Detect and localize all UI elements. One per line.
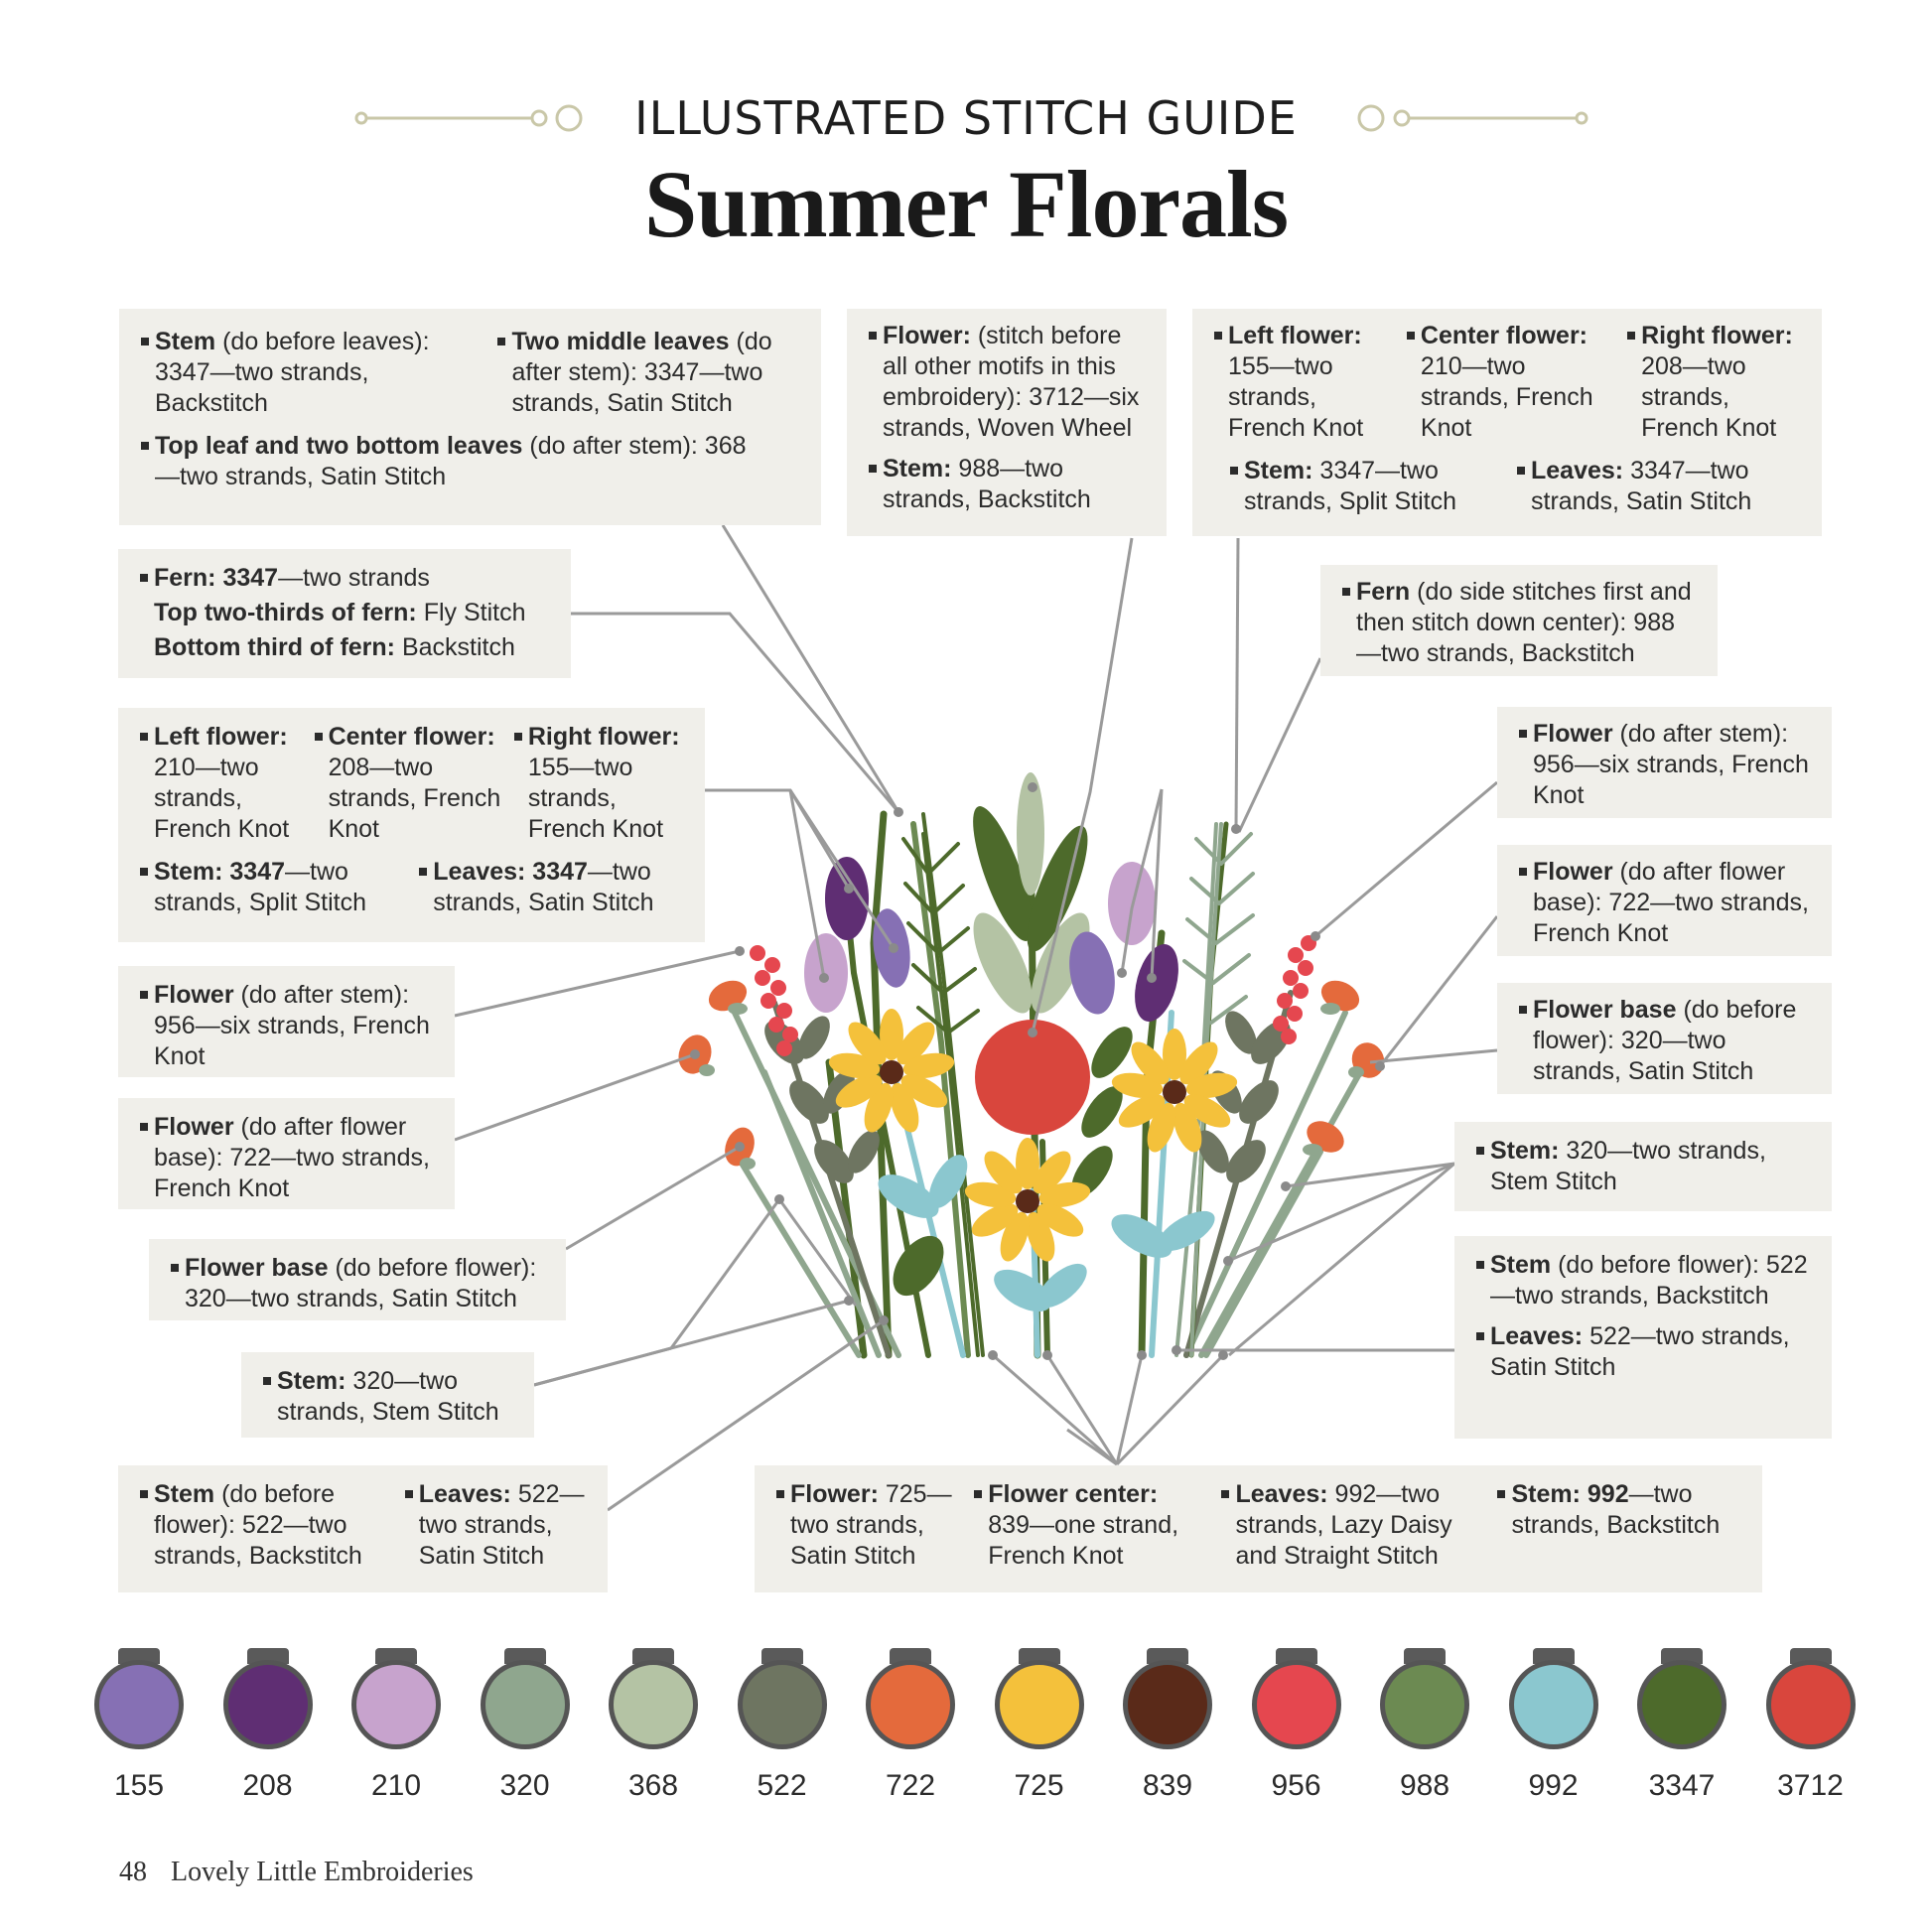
- thread-number: 722: [885, 1769, 936, 1802]
- book-title: Lovely Little Embroideries: [171, 1857, 474, 1887]
- callout-item: [1342, 577, 1696, 669]
- callout-item: [263, 1366, 512, 1428]
- callout-text: 725—two strands, Satin Stitch: [790, 1480, 952, 1570]
- callout-text: Fly Stitch: [416, 599, 526, 626]
- callout-bold: Right flower:: [1641, 322, 1793, 349]
- callout-text: 522—two strands, Satin Stitch: [1490, 1322, 1790, 1381]
- callout-item: [776, 1479, 952, 1572]
- hoop-color-circle: [481, 1660, 570, 1749]
- callout-item: [1214, 321, 1387, 444]
- callout-item: [1519, 719, 1810, 811]
- callout-text: 992—two strands, Lazy Daisy and Straight Stitch: [1235, 1480, 1452, 1570]
- callout-bold: Flower: [1533, 720, 1613, 748]
- callout-bold: Center flower:: [1420, 322, 1588, 349]
- callout-bold: Leaves:: [1235, 1480, 1328, 1508]
- callout-bold: Leaves: 3347: [433, 858, 588, 886]
- callout-text: —two strands, Satin Stitch: [433, 858, 654, 916]
- thread-number: 155: [113, 1769, 165, 1802]
- callout-text: (do after flower base): 722—two strands, French Knot: [1533, 858, 1809, 947]
- callout-bold: Left flower:: [154, 723, 288, 751]
- hoop-color-circle: [351, 1660, 441, 1749]
- callout-text: —two strands, Split Stitch: [154, 858, 366, 916]
- thread-number: 3347: [1648, 1769, 1716, 1802]
- hoop-color-circle: [866, 1660, 955, 1749]
- callout-item: [1476, 1136, 1810, 1197]
- hoop-color-circle: [1123, 1660, 1212, 1749]
- callout-bold: Fern: [1356, 578, 1411, 606]
- callout-item: [1627, 321, 1800, 444]
- callout-text: (do before flower): 320—two strands, Satin Stitch: [185, 1254, 537, 1312]
- callout-item: [1519, 995, 1810, 1087]
- callout-text: (do before leaves): 3347—two strands, Backstitch: [155, 328, 430, 417]
- callout-bold: Right flower:: [527, 723, 680, 751]
- callout-text: 320—two strands, Stem Stitch: [1490, 1137, 1766, 1195]
- callout-bold: Flower:: [790, 1480, 879, 1508]
- callout-bold: Stem: [155, 328, 216, 355]
- callout-item: [140, 1112, 433, 1204]
- callout-item: [419, 857, 683, 918]
- callout-bold: Top two-thirds of fern:: [154, 599, 417, 626]
- thread-number: 992: [1528, 1769, 1579, 1802]
- callout-bottom-left: [118, 1465, 608, 1592]
- thread-number: 3712: [1777, 1769, 1844, 1802]
- callout-item: [140, 563, 549, 594]
- hoop-color-circle: [738, 1660, 827, 1749]
- callout-item: [140, 632, 549, 663]
- callout-item: [405, 1479, 586, 1572]
- callout-bold: Stem: 3347: [154, 858, 286, 886]
- callout-bold: Flower base: [1533, 996, 1677, 1024]
- callout-text: (do before flower): 320—two strands, Satin Stitch: [1533, 996, 1797, 1085]
- callout-bold: Leaves:: [1531, 457, 1624, 484]
- callout-bold: Left flower:: [1228, 322, 1362, 349]
- callout-bold: Leaves:: [1490, 1322, 1584, 1350]
- callout-fern-left: [118, 549, 571, 678]
- callout-bold: Flower: [1533, 858, 1613, 886]
- callout-item: [974, 1479, 1199, 1572]
- callout-item: [1519, 857, 1810, 949]
- callout-bold: Stem: 992: [1511, 1480, 1629, 1508]
- callout-bold: Top leaf and two bottom leaves: [155, 432, 523, 460]
- callout-bold: Stem:: [1244, 457, 1313, 484]
- callout-item: [1517, 456, 1799, 517]
- callout-bold: Flower center:: [988, 1480, 1159, 1508]
- thread-number: 956: [1271, 1769, 1321, 1802]
- callout-item: [497, 327, 799, 419]
- callout-text: 208—two strands, French Knot: [1641, 352, 1777, 442]
- callout-text: 522—two strands, Satin Stitch: [418, 1480, 585, 1570]
- callout-left-stem-320: [241, 1352, 534, 1438]
- callout-bold: Leaves:: [418, 1480, 511, 1508]
- callout-text: —two strands, Backstitch: [1511, 1480, 1721, 1539]
- page-title: Summer Florals: [643, 151, 1289, 257]
- callout-bold: Stem:: [277, 1367, 346, 1395]
- callout-bottom-center: [755, 1465, 1762, 1592]
- callout-item: [1230, 456, 1487, 517]
- guide-kicker: ILLUSTRATED STITCH GUIDE: [634, 91, 1298, 145]
- callout-middle-left: [118, 708, 705, 942]
- callout-top-left: [119, 309, 821, 525]
- callout-text: (do before flower): 522—two strands, Backstitch: [1490, 1251, 1808, 1310]
- callout-right-522: [1454, 1236, 1832, 1439]
- callout-text: 839—one strand, French Knot: [988, 1511, 1179, 1570]
- callout-text: (do after stem): 3347—two strands, Satin Stitch: [511, 328, 772, 417]
- callout-top-center: [847, 309, 1167, 536]
- callout-left-base-320: [149, 1239, 566, 1320]
- callout-text: (do before flower): 522—two strands, Backstitch: [154, 1480, 362, 1570]
- callout-text: —two strands: [278, 564, 430, 592]
- callout-item: [140, 1479, 383, 1572]
- page-footer: [119, 1857, 474, 1888]
- callout-bold: Stem:: [1490, 1137, 1560, 1165]
- callout-item: [514, 722, 683, 845]
- callout-text: (do side stitches first and then stitch down center): 988—two strands, Backstitch: [1356, 578, 1692, 667]
- callout-item: [1476, 1250, 1810, 1311]
- callout-fern-right: [1320, 565, 1718, 676]
- callout-text: 210—two strands, French Knot: [154, 754, 290, 843]
- callout-text: (do after flower base): 722—two strands, French Knot: [154, 1113, 430, 1202]
- callout-right-base-320: [1497, 983, 1832, 1094]
- thread-number: 210: [370, 1769, 422, 1802]
- hoop-color-circle: [1766, 1660, 1856, 1749]
- callout-text: 155—two strands, French Knot: [1228, 352, 1364, 442]
- callout-item: [315, 722, 504, 845]
- callout-text: 988—two strands, Backstitch: [883, 455, 1091, 513]
- callout-bold: Flower: [154, 1113, 234, 1141]
- page-number: 48: [119, 1857, 147, 1887]
- callout-bold: Stem:: [883, 455, 952, 483]
- hoop-color-circle: [995, 1660, 1084, 1749]
- callout-item: [869, 454, 1145, 515]
- callout-left-flower-722: [118, 1098, 455, 1209]
- thread-number: 725: [1014, 1769, 1064, 1802]
- hoop-color-circle: [609, 1660, 698, 1749]
- thread-number: 839: [1142, 1769, 1193, 1802]
- callout-item: [141, 327, 462, 419]
- callout-bold: Stem: [154, 1480, 215, 1508]
- callout-item: [1221, 1479, 1475, 1572]
- callout-right-stem-320: [1454, 1122, 1832, 1211]
- callout-text: (do after stem): 956—six strands, French Knot: [1533, 720, 1809, 809]
- callout-item: [140, 980, 433, 1072]
- callout-text: (stitch before all other motifs in this embroidery): 3712—six strands, Woven Wheel: [883, 322, 1140, 442]
- callout-text: 3347—two strands, Split Stitch: [1244, 457, 1456, 515]
- callout-item: [140, 722, 305, 845]
- callout-item: [1497, 1479, 1740, 1572]
- berry-sprig-right: [1273, 935, 1316, 1044]
- callout-text: Backstitch: [395, 633, 515, 661]
- callout-text: 208—two strands, French Knot: [328, 754, 501, 843]
- thread-number: 988: [1399, 1769, 1450, 1802]
- callout-text: 155—two strands, French Knot: [527, 754, 664, 843]
- callout-bold: Flower: [154, 981, 234, 1009]
- callout-bold: Fern: 3347: [154, 564, 279, 592]
- hoop-color-circle: [1509, 1660, 1598, 1749]
- hoop-color-circle: [1637, 1660, 1726, 1749]
- callout-right-flower-722: [1497, 845, 1832, 956]
- callout-top-right: [1192, 309, 1822, 536]
- callout-bold: Flower base: [185, 1254, 329, 1282]
- callout-bold: Stem: [1490, 1251, 1552, 1279]
- callout-item: [1407, 321, 1607, 444]
- thread-number: 320: [499, 1769, 550, 1802]
- thread-number: 208: [242, 1769, 293, 1802]
- callout-item: [141, 431, 770, 492]
- callout-item: [171, 1253, 544, 1314]
- callout-item: [140, 598, 549, 628]
- callout-item: [140, 857, 389, 918]
- callout-bold: Two middle leaves: [511, 328, 730, 355]
- hoop-color-circle: [223, 1660, 313, 1749]
- yellow-flower-bottom: [963, 1138, 1092, 1265]
- callout-bold: Center flower:: [328, 723, 495, 751]
- callout-left-flower-956: [118, 966, 455, 1077]
- thread-number: 368: [627, 1769, 679, 1802]
- callout-text: (do after stem): 956—six strands, French Knot: [154, 981, 430, 1070]
- callout-right-flower-956: [1497, 707, 1832, 818]
- hoop-color-circle: [1380, 1660, 1469, 1749]
- callout-text: 210—two strands, French Knot: [1420, 352, 1593, 442]
- hoop-color-circle: [1252, 1660, 1341, 1749]
- callout-text: 3347—two strands, Satin Stitch: [1531, 457, 1752, 515]
- callout-bold: Bottom third of fern:: [154, 633, 396, 661]
- callout-bold: Flower:: [883, 322, 971, 349]
- callout-item: [869, 321, 1145, 444]
- thread-number: 522: [757, 1769, 807, 1802]
- callout-item: [1476, 1321, 1810, 1383]
- callout-text: 320—two strands, Stem Stitch: [277, 1367, 499, 1426]
- callout-text: (do after stem): 368—two strands, Satin Stitch: [155, 432, 747, 490]
- hoop-color-circle: [94, 1660, 184, 1749]
